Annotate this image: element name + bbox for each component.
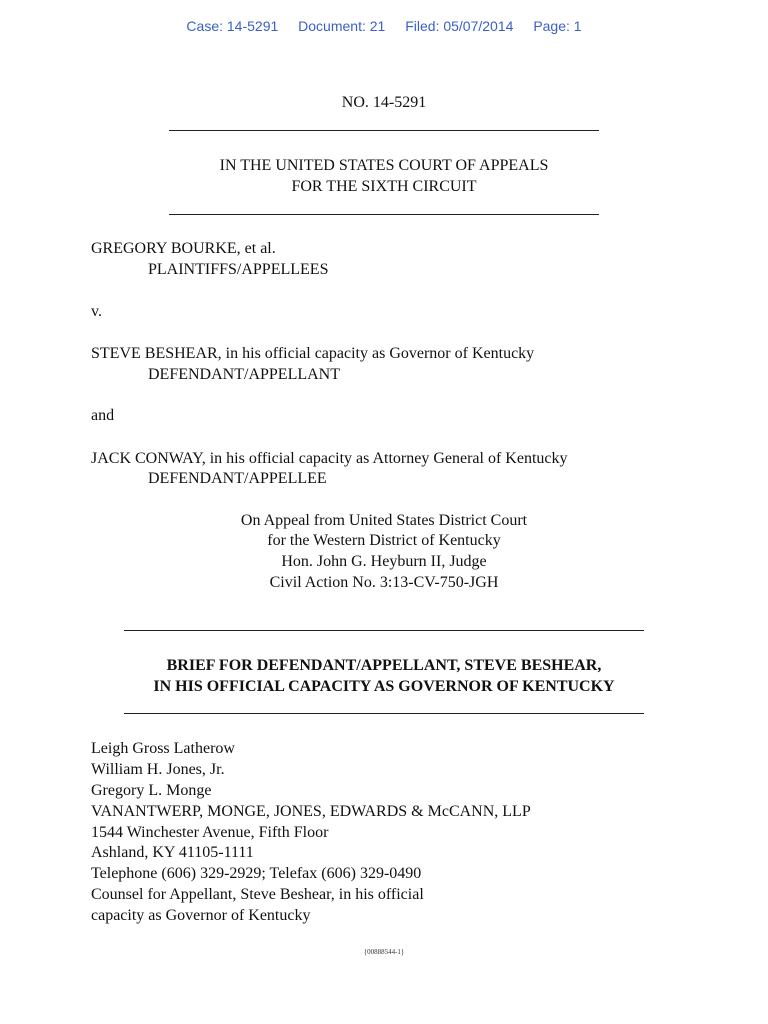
counsel-firm: VANANTWERP, MONGE, JONES, EDWARDS & McCANN, LLP [91,803,531,820]
brief-title-line2: IN HIS OFFICIAL CAPACITY AS GOVERNOR OF KENTUCKY [153,678,615,695]
title-divider-top [124,630,644,631]
appeal-origin-line2: for the Western District of Kentucky [267,532,501,549]
title-divider-bottom [124,713,644,714]
conjunction-and: and [91,407,115,424]
counsel-attorney-3: Gregory L. Monge [91,782,212,799]
brief-title-line1: BRIEF FOR DEFENDANT/APPELLANT, STEVE BESHEAR, [166,657,602,674]
counsel-phone: Telephone (606) 329-2929; Telefax (606) 329-0490 [91,865,422,882]
ecf-header-stamp [0,18,768,34]
versus-label: v. [91,303,102,320]
caption-divider-bottom [169,214,599,215]
defendant-beshear: STEVE BESHEAR, in his official capacity as Governor of Kentucky [91,345,535,362]
counsel-attorney-1: Leigh Gross Latherow [91,740,235,757]
court-name-line1: IN THE UNITED STATES COURT OF APPEALS [219,157,549,174]
document-id-code: {00888544-1} [363,948,405,956]
document-number-stamp: Document: 21 [298,18,386,34]
counsel-address-1: 1544 Winchester Avenue, Fifth Floor [91,824,329,841]
appeal-origin-line1: On Appeal from United States District Court [240,512,528,529]
caption-divider-top [169,130,599,131]
defendant-beshear-role: DEFENDANT/APPELLANT [148,366,340,383]
filed-date-stamp: Filed: 05/07/2014 [405,18,514,34]
counsel-attorney-2: William H. Jones, Jr. [91,761,225,778]
plaintiff-role: PLAINTIFFS/APPELLEES [148,261,329,278]
counsel-role-line2: capacity as Governor of Kentucky [91,907,311,924]
page-number-stamp: Page: 1 [533,18,582,34]
counsel-address-2: Ashland, KY 41105-1111 [91,844,254,861]
appeal-number: NO. 14-5291 [341,94,427,111]
case-number-stamp: Case: 14-5291 [186,18,279,34]
defendant-conway-role: DEFENDANT/APPELLEE [148,470,327,487]
appeal-judge: Hon. John G. Heyburn II, Judge [281,553,487,570]
counsel-role-line1: Counsel for Appellant, Steve Beshear, in his official [91,886,424,903]
court-name-line2: FOR THE SIXTH CIRCUIT [291,178,477,195]
civil-action-number: Civil Action No. 3:13-CV-750-JGH [269,574,499,591]
plaintiff-name: GREGORY BOURKE, et al. [91,240,276,257]
defendant-conway: JACK CONWAY, in his official capacity as Attorney General of Kentucky [91,450,568,467]
